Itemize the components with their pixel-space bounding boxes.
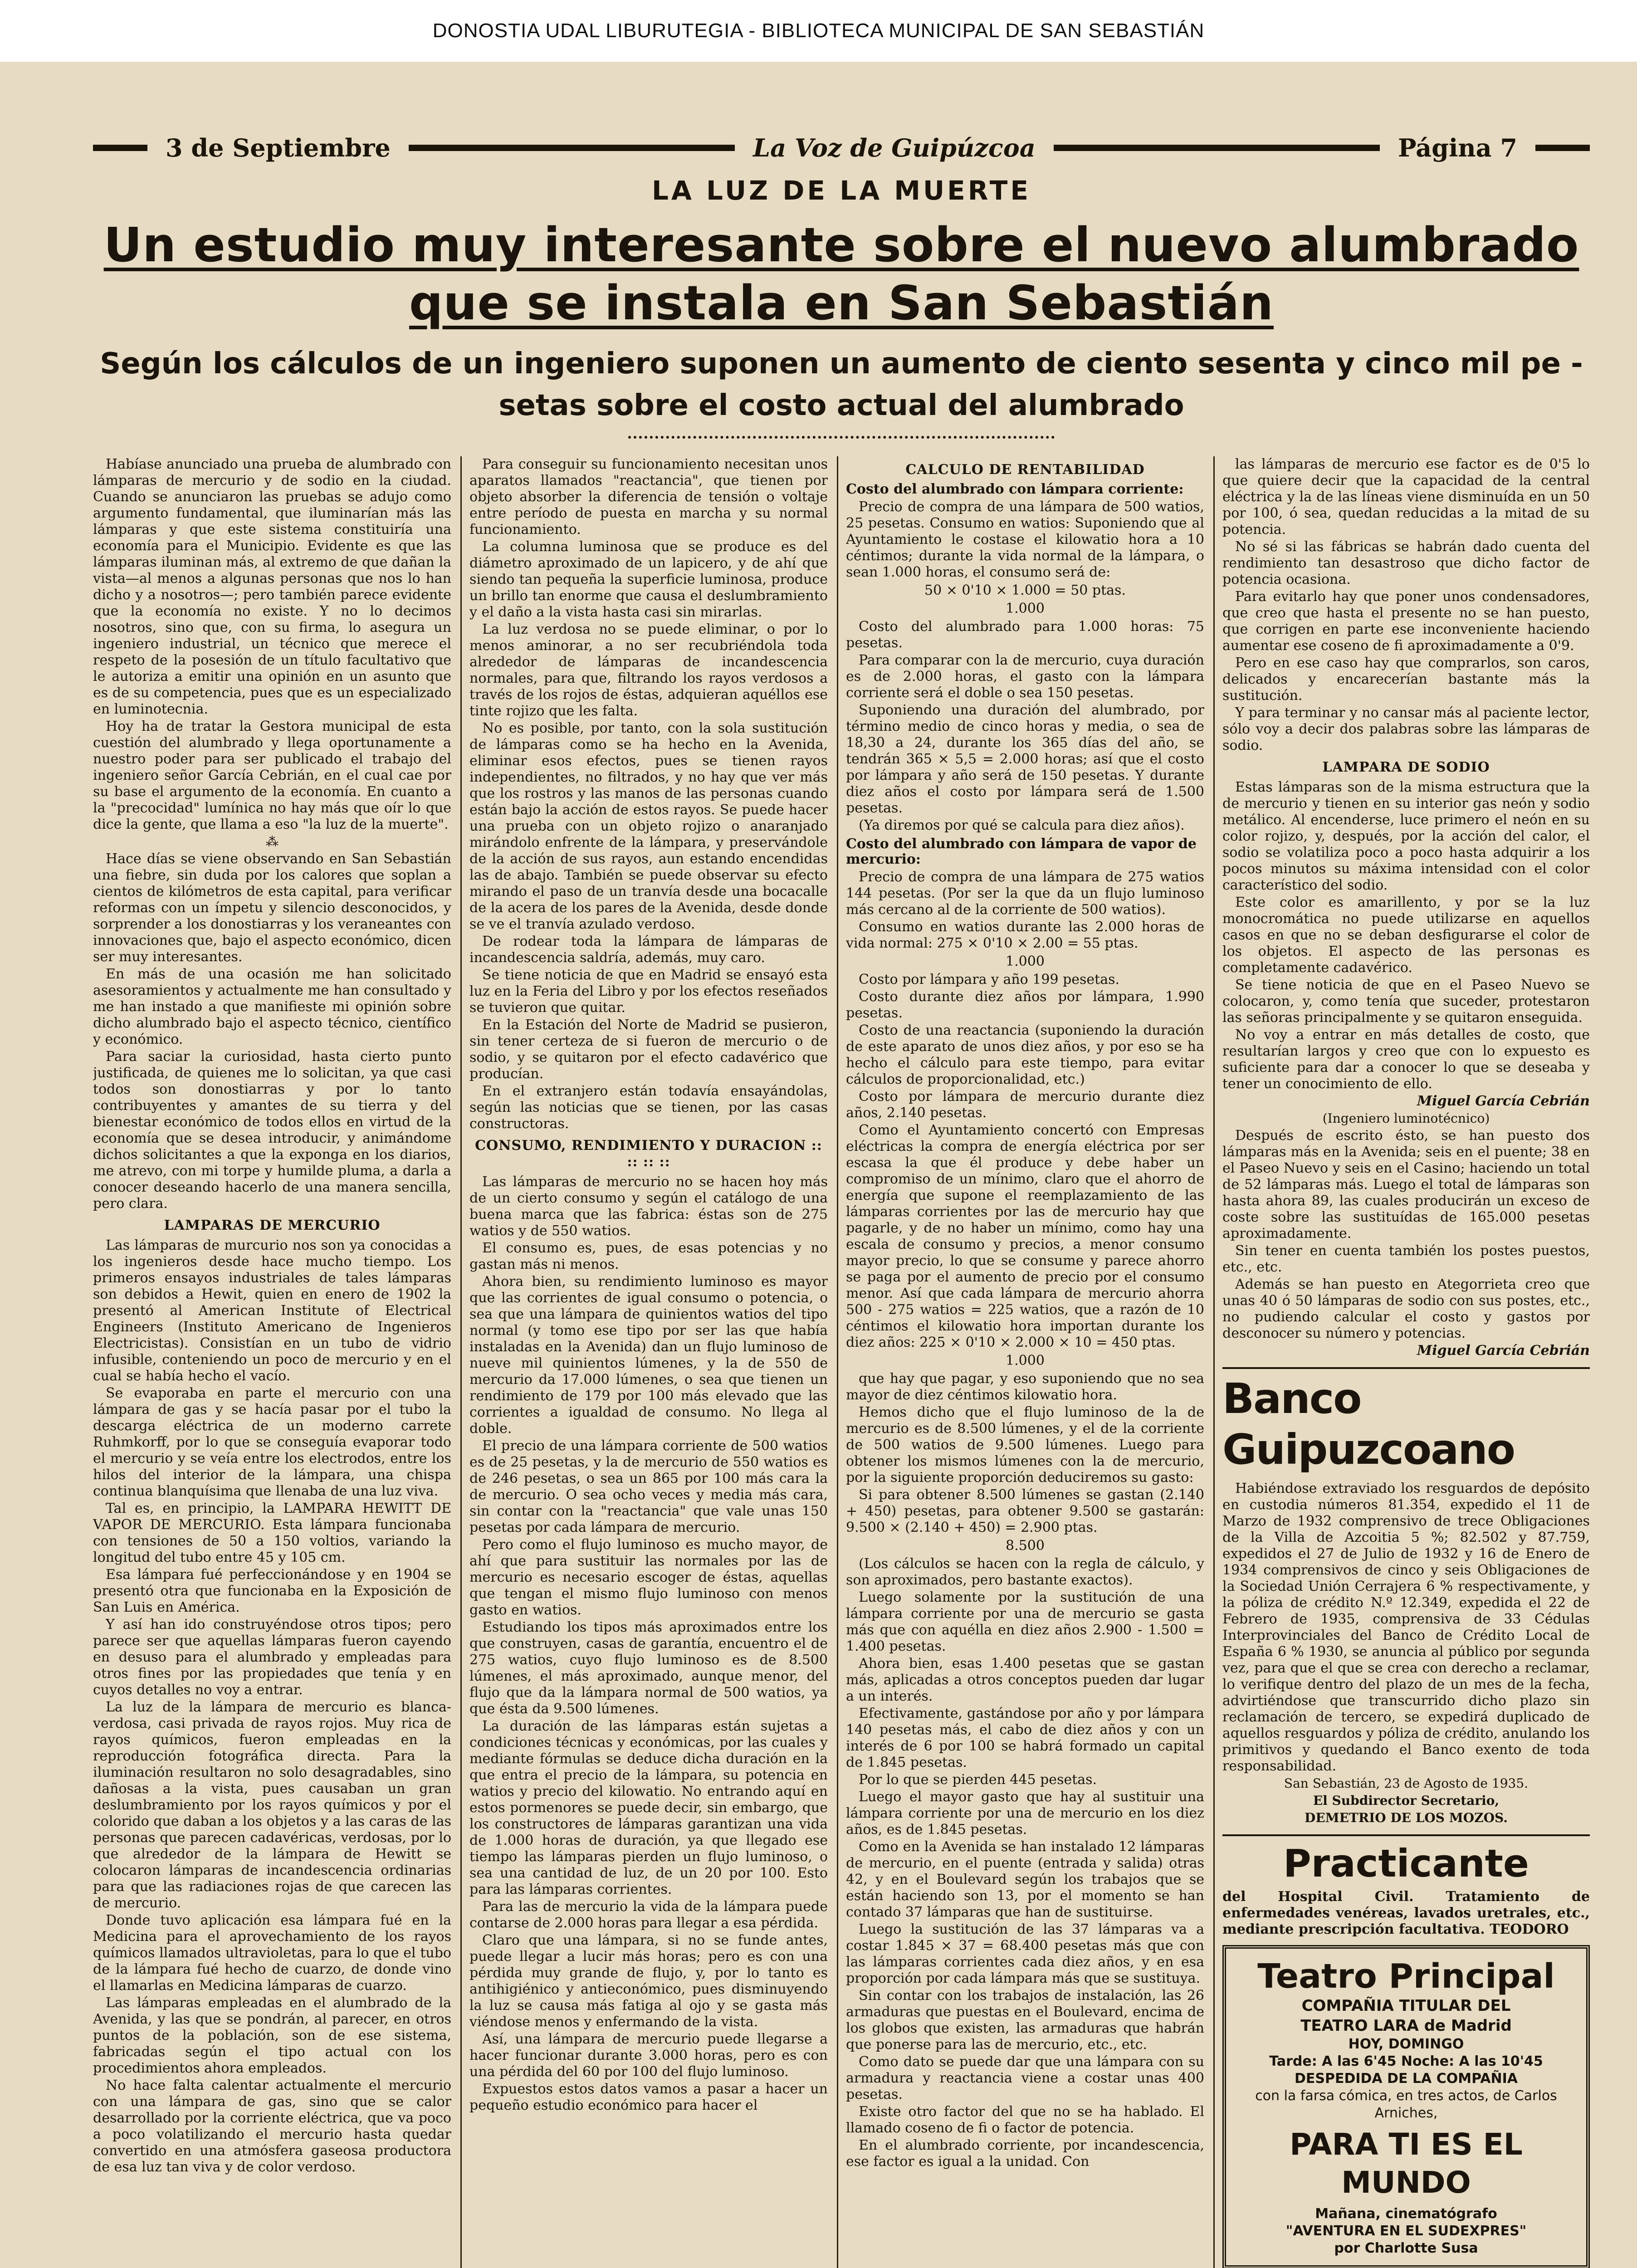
paragraph: Ahora bien, su rendimiento luminoso es mayor que las corrientes de igual consumo o potencia, o sea que una lámpara de quinientos watios del tipo normal (y tomo ese tipo por ser las que había instaladas en la Avenida) dan un flujo luminoso de nueve mil quinientos lúmenes, y la de 550 de mercurio da 17.000 lúmenes, o sea que tienen un rendimiento de 179 por 100 más elevado que las corrientes a igualdad de consumo. No llega al doble.	[469, 1274, 828, 1437]
paragraph: Por lo que se pierden 445 pesetas.	[859, 1772, 1097, 1788]
paragraph: (Los cálculos se hacen con la regla de cálculo, y son aproximados, pero bastante exactos).	[846, 1556, 1204, 1588]
teatro-play-title: PARA TI ES EL MUNDO	[1290, 2127, 1523, 2200]
running-head-rule	[1054, 145, 1380, 151]
author-title: (Ingeniero luminotécnico)	[1322, 1111, 1490, 1126]
paragraph: Precio de compra de una lámpara de 275 watios 144 pesetas. (Por ser la que da un flujo luminoso más cercano al de la corriente de 500 watios).	[846, 869, 1204, 918]
teatro-line: Mañana, cinematógrafo	[1315, 2206, 1497, 2222]
paragraph: De rodear toda la lámpara de lámparas de incandescencia saldría, además, muy caro.	[469, 934, 828, 966]
banco-ad-title: Banco Guipuzcoano	[1222, 1367, 1590, 1475]
column-rule	[460, 456, 462, 2268]
equation: 50 × 0'10 × 1.000 = 50 ptas.	[924, 582, 1126, 598]
page-content	[93, 130, 1590, 2268]
paragraph: La columna luminosa que se produce es del diámetro aproximado de un lapicero, y de ahí que siendo tan pequeña la superficie luminosa, produce un brillo tan enorme que causa el deslumbramiento y el daño a la vista hasta casi sin mirarlas.	[469, 539, 828, 620]
practicante-ad-text: del Hospital Civil. Tratamiento de enfermedades venéreas, lavados uretrales, etc., mediante prescripción facultativa. TEODORO	[1222, 1889, 1590, 1937]
paragraph: Se evaporaba en parte el mercurio con una lámpara de gas y se hacía pasar por el tubo la descarga eléctrica de un moderno carrete Ruhmkorff, por lo que se conseguía evaporar todo el mercurio y se veía entre los electrodos, entre los hilos del interior de la lámpara, una chispa continua blanquísima que llenaba de una luz viva.	[93, 1385, 451, 1499]
paragraph: Estas lámparas son de la misma estructura que la de mercurio y tienen en su interior gas neón y sodio metálico. Al encenderse, luce primero el neón en su color rojizo, y, después, por la acción del calor, el sodio se volatiliza poco a poco hasta adquirir a los pocos minutos su máxima intensidad con el color característico del sodio.	[1222, 779, 1590, 893]
paragraph: Claro que una lámpara, si no se funde antes, puede llegar a lucir más horas; pero es con una pérdida muy grande de flujo, y, por lo tanto es antihigiénico y antieconómico, pues disminuyendo la luz se causa más fatiga al ojo y se gasta más viéndose menos y enfermando de la vista.	[469, 1932, 828, 2030]
paragraph: Después de escrito ésto, se han puesto dos lámparas más en la Avenida; seis en el puente; 38 en el Paseo Nuevo y seis en el Casino; haciendo un total de 52 lámparas más. Luego el total de lámparas son hasta ahora 89, las cuales producirán un exceso de coste sobre las sustituídas de 165.000 pesetas aproximadamente.	[1222, 1128, 1590, 1242]
paragraph: Costo por lámpara y año 199 pesetas.	[859, 972, 1120, 987]
teatro-line: HOY, DOMINGO	[1348, 2036, 1464, 2052]
column-4	[1222, 456, 1590, 2268]
paragraph: Efectivamente, gastándose por año y por lámpara 140 pesetas más, el cabo de diez años y con un interés de 6 por 100 se habrá formado un capital de 1.845 pesetas.	[846, 1706, 1204, 1770]
paragraph: Suponiendo una duración del alumbrado, por término medio de cinco horas y media, o sea de 18,30 a 24, durante los 365 días del año, se tendrán 365 × 5,5 = 2.000 horas; así que el costo por lámpara y año será de 150 pesetas. Y durante diez años el costo por lámpara será de 1.500 pesetas.	[846, 702, 1204, 816]
paragraph: (Ya diremos por qué se calcula para diez años).	[859, 817, 1185, 833]
paragraph: Hemos dicho que el flujo luminoso de la de mercurio es de 8.500 lúmenes, y el de la corriente de 500 watios de 9.500 lúmenes. Luego para obtener los mismos lúmenes con la de mercurio, por la siguiente proporción deduciremos su gasto:	[846, 1404, 1204, 1486]
paragraph: Las lámparas empleadas en el alumbrado de la Avenida, y las que se pondrán, al parecer, en otros puntos de la población, son de ese sistema, fabricadas según el tipo actual con los procedimientos ahora empleados.	[93, 1995, 451, 2076]
paragraph: Expuestos estos datos vamos a pasar a hacer un pequeño estudio económico para hacer el	[469, 2081, 828, 2113]
section-heading: LAMPARAS DE MERCURIO	[164, 1217, 381, 1233]
teatro-line: DESPEDIDA DE LA COMPAÑIA	[1294, 2071, 1518, 2087]
paragraph: Las lámparas de murcurio nos son ya conocidas a los ingenieros desde hace mucho tiempo. Los primeros ensayos industriales de tales lámparas son debidos a Hewit, quien en enero de 1902 la presentó al American Institute of Electrical Engineers (Instituto Americano de Ingenieros Electricistas). Consistían en un tubo de vidrio infusible, conteniendo un poco de mercurio y en el cual se había hecho el vacío.	[93, 1237, 451, 1384]
paragraph: Luego el mayor gasto que hay al sustituir una lámpara corriente por una de mercurio en los diez años, es de 1.845 pesetas.	[846, 1789, 1204, 1838]
paragraph: que hay que pagar, y eso suponiendo que no sea mayor de diez céntimos kilowatio hora.	[846, 1371, 1204, 1403]
paragraph: Para las de mercurio la vida de la lámpara puede contarse de 2.000 horas para llegar a esa pérdida.	[469, 1899, 828, 1931]
paragraph: En la Estación del Norte de Madrid se pusieron, sin tener certeza de si fueron de mercurio o de sodio, y se quitaron por el efecto cadavérico que producían.	[469, 1017, 828, 1082]
teatro-line: TEATRO LARA de Madrid	[1300, 2017, 1512, 2035]
paragraph: Costo durante diez años por lámpara, 1.990 pesetas.	[846, 989, 1204, 1021]
paragraph: Hoy ha de tratar la Gestora municipal de esta cuestión del alumbrado y llega oportunamente a nuestro poder para ser publicado el trabajo del ingeniero señor García Cebrián, en el cual cae por su base el argumento de la economía. En cuanto a la "precocidad" lumínica no hay más que oír lo que dice la gente, que llama a eso "la luz de la muerte".	[93, 719, 451, 832]
subsection-heading: Costo del alumbrado con lámpara corriente:	[846, 481, 1184, 497]
paragraph: La luz verdosa no se puede eliminar, o por lo menos aminorar, a no ser recubriéndola toda alrededor de lámparas de incandescencia normales, para que, filtrando los rayos verdosos a través de los rojos de éstas, adquieran aquéllos ese tinte rojizo que les falta.	[469, 621, 828, 719]
running-head-date: 3 de Septiembre	[166, 133, 391, 162]
section-heading: LAMPARA DE SODIO	[1322, 759, 1490, 775]
equation-denominator: 1.000	[1006, 1353, 1045, 1369]
paragraph: Si para obtener 8.500 lúmenes se gastan (2.140 + 450) pesetas, para obtener 9.500 se gastarán: 9.500 × (2.140 + 450) = 2.900 ptas.	[846, 1487, 1204, 1535]
practicante-ad-title: Practicante	[1222, 1834, 1590, 1886]
paragraph: Para saciar la curiosidad, hasta cierto punto justificada, de quienes me lo solicitan, ya que casi todos son donostiarras y por lo tanto contribuyentes y amantes de su tierra y del bienestar económico de todos ellos en virtud de la economía que se desea introducir, y animándome dichos solicitantes a que la exponga en los diarios, me atrevo, con mi torpe y humilde pluma, a darla a conocer deseando hacerlo de una manera sencilla, pero clara.	[93, 1049, 451, 1212]
paragraph: Para comparar con la de mercurio, cuya duración es de 2.000 horas, el gasto con la lámpara corriente será el doble o sea 150 pesetas.	[846, 652, 1204, 701]
section-heading: CONSUMO, RENDIMIENTO Y DURACION :: :: :: ::	[475, 1138, 822, 1170]
paragraph: Sin contar con los trabajos de instalación, las 26 armaduras que puestas en el Boulevard, encima de los globos que existen, las armaduras que habrán que ponerse para las de mercurio, etc., etc.	[846, 1988, 1204, 2053]
paragraph: Las lámparas de mercurio no se hacen hoy más de un cierto consumo y según el catálogo de una buena marca que las fabrica: éstas son de 275 watios y de 550 watios.	[469, 1174, 828, 1239]
paragraph: La duración de las lámparas están sujetas a condiciones técnicas y económicas, por las cuales y mediante fórmulas se deduce dicha duración en la que entra el precio de la lámpara, su potencia en watios y precio del kilowatio. No entrando aquí en estos pormenores se puede decir, sin embargo, que los constructores de lámparas garantizan una vida de 1.000 horas de duración, ya que llegado ese tiempo las lámparas pierden un flujo luminoso, o sea una cantidad de luz, de un 20 por 100. Esto para las lámparas corrientes.	[469, 1718, 828, 1897]
paragraph: Existe otro factor del que no se ha hablado. El llamado coseno de fi o factor de potencia.	[846, 2104, 1204, 2136]
headline	[93, 216, 1590, 332]
subsection-heading: Costo del alumbrado con lámpara de vapor de mercurio:	[846, 836, 1197, 867]
paragraph: Para evitarlo hay que poner unos condensadores, que creo que hasta el presente no se han puesto, que corrigen en parte ese inconveniente haciendo aumentar ese coseno de fi aproximadamente a 0'9.	[1222, 589, 1590, 654]
paragraph: Para conseguir su funcionamiento necesitan unos aparatos llamados "reactancia", que tienen por objeto absorber la diferencia de tensión o voltaje entre período de puesta en marcha y su normal funcionamiento.	[469, 456, 828, 538]
column-2	[469, 456, 828, 2268]
paragraph: Precio de compra de una lámpara de 500 watios, 25 pesetas. Consumo en watios: Suponiendo que al Ayuntamiento le costase el kilowatio hora a 10 céntimos; durante la vida normal de la lámpara, o sean 1.000 horas, el consumo será de:	[846, 499, 1204, 580]
section-heading: CALCULO DE RENTABILIDAD	[905, 462, 1145, 478]
teatro-line: con la farsa cómica, en tres actos, de Carlos Arniches,	[1255, 2088, 1557, 2121]
teatro-line: Tarde: A las 6'45 Noche: A las 10'45	[1269, 2053, 1543, 2069]
paragraph: No hace falta calentar actualmente el mercurio con una lámpara de gas, sino que se calor desarrollado por la corriente eléctrica, que va poco a poco volatilizando el mercurio hasta quedar convertido en una atmósfera gaseosa productora de esa luz tan viva y de color verdoso.	[93, 2077, 451, 2175]
archive-banner	[0, 0, 1637, 62]
paragraph: Así, una lámpara de mercurio puede llegarse a hacer funcionar durante 3.000 horas, pero es con una pérdida del 60 por 100 del flujo luminoso.	[469, 2031, 828, 2080]
column-rule	[1213, 456, 1215, 2268]
running-head-rule	[409, 145, 735, 151]
paragraph: Y así han ido construyéndose otros tipos; pero parece ser que aquellas lámparas fueron cayendo en desuso para el alumbrado y empleadas para otros fines por las propiedades que tenía y en cuyos detalles no voy a entrar.	[93, 1617, 451, 1698]
paragraph: Tal es, en principio, la LAMPARA HEWITT DE VAPOR DE MERCURIO. Esta lámpara funcionaba con tensiones de 50 a 150 voltios, variando la longitud del tubo entre 45 y 105 cm.	[93, 1501, 451, 1565]
paragraph: No es posible, por tanto, con la sola sustitución de lámparas como se ha hecho en la Avenida, eliminar esos efectos, pues se tienen rayos independientes, no filtrados, y no hay que ver más que los rostros y las manos de las personas cuando están bajo la acción de estos rayos. Se puede hacer una prueba con un objeto rojizo o anaranjado mirándolo enfrente de la lámpara, y preservándole de la acción de sus rayos, aun estando encendidas las de abajo. También se puede observar su efecto mirando el paso de un tranvía desde una bocacalle de la acera de los pares de la Avenida, desde donde se ve el tranvía azulado verdoso.	[469, 720, 828, 932]
banco-ad-signatory-title: El Subdirector Secretario,	[1313, 1793, 1500, 1808]
column-rule	[837, 456, 838, 2268]
paragraph: En el extranjero están todavía ensayándolas, según las noticias que se tienen, por las casas constructoras.	[469, 1083, 828, 1132]
running-head-rule	[1535, 145, 1590, 151]
paragraph: En el alumbrado corriente, por incandescencia, ese factor es igual a la unidad. Con	[846, 2137, 1204, 2170]
paragraph: Habíase anunciado una prueba de alumbrado con lámparas de mercurio y de sodio en la ciudad. Cuando se anunciaron las pruebas se adujo como argumento fundamental, que iluminarían más las lámparas y que este sistema constituiría una economía para el Municipio. Evidente es que las lámparas iluminan más, al extremo de que dañan la vista—al menos a algunas personas que nos lo han dicho y a nosotros—; pero también parece evidente que la economía no existe. Y no lo decimos nosotros, sino que, con su firma, lo asegura un ingeniero industrial, un técnico que merece el respeto de la posesión de un título facultativo que le autoriza a emitir una opinión en un asunto que es de su competencia, pues que es un especializado en luminotecnia.	[93, 456, 451, 717]
paragraph: Costo por lámpara de mercurio durante diez años, 2.140 pesetas.	[846, 1089, 1204, 1121]
paragraph: Sin tener en cuenta también los postes puestos, etc., etc.	[1222, 1243, 1590, 1275]
running-head-rule	[93, 145, 147, 151]
article-columns	[93, 456, 1590, 2268]
paragraph: No voy a entrar en más detalles de costo, que resultarían largos y creo que con lo expuesto es suficiente para dar a conocer lo que se deseaba y tener un conocimiento de ello.	[1222, 1027, 1590, 1092]
paragraph: Ahora bien, esas 1.400 pesetas que se gastan más, aplicadas a otros conceptos pueden dar lugar a un interés.	[846, 1656, 1204, 1704]
paragraph: Luego solamente por la sustitución de una lámpara corriente por una de mercurio se gasta más que con aquélla en diez años 2.900 - 1.500 = 1.400 pesetas.	[846, 1589, 1204, 1654]
paragraph: Se tiene noticia de que en Madrid se ensayó esta luz en la Feria del Libro y por los efectos reseñados se tuvieron que quitar.	[469, 967, 828, 1016]
paragraph: Como en la Avenida se han instalado 12 lámparas de mercurio, en el puente (entrada y salida) otras 42, y en el Boulevard según los trabajos que se están haciendo son 13, por el momento se han contado 37 lámparas que han de sustituirse.	[846, 1839, 1204, 1920]
paragraph: Se tiene noticia de que en el Paseo Nuevo se colocaron, y, como tenía que suceder, protestaron las señoras principalmente y se quitaron enseguida.	[1222, 977, 1590, 1026]
column-3	[846, 456, 1204, 2268]
asterism: ⁂	[266, 834, 279, 849]
teatro-line: por Charlotte Susa	[1334, 2240, 1478, 2256]
paragraph: No sé si las fábricas se habrán dado cuenta del rendimiento tan desastroso que dicho factor de potencia ocasiona.	[1222, 539, 1590, 587]
paragraph: Y para terminar y no cansar más al paciente lector, sólo voy a decir dos palabras sobre las lámparas de sodio.	[1222, 705, 1590, 753]
paragraph: La luz de la lámpara de mercurio es blanca-verdosa, casi privada de rayos rojos. Muy rica de rayos químicos, fueron empleadas en la reproducción fotográfica directa. Para la iluminación resultaron no solo desagradables, sino dañosas a la vista, pues causaban un gran deslumbramiento por los rayos químicos y por el colorido que daban a los objetos y a las caras de las personas que parecen cadavéricas, verdosas, por lo que alrededor de la lámpara de Hewitt se colocaron lámparas de incandescencia ordinarias para que las radiaciones rojas de que carecen las de mercurio.	[93, 1699, 451, 1911]
equation-denominator: 1.000	[1006, 601, 1045, 616]
paragraph: Donde tuvo aplicación esa lámpara fué en la Medicina para el aprovechamiento de los rayos químicos llamados ultravioletas, para lo que el tubo de la lámpara fué hecho de cuarzo, de donde vino el llamarlas en Medicina lámparas de cuarzo.	[93, 1912, 451, 1994]
archive-banner-text: DONOSTIA UDAL LIBURUTEGIA - BIBLIOTECA MUNICIPAL DE SAN SEBASTIÁN	[432, 20, 1205, 42]
teatro-line: "AVENTURA EN EL SUDEXPRES"	[1285, 2223, 1527, 2239]
banco-ad-signatory: DEMETRIO DE LOS MOZOS.	[1305, 1810, 1508, 1825]
author-signature: Miguel García Cebrián	[1417, 1343, 1590, 1359]
paragraph: Esa lámpara fué perfeccionándose y en 1904 se presentó otra que funcionaba en la Exposición de San Luis en América.	[93, 1567, 451, 1615]
paragraph: Como dato se puede dar que una lámpara con su armadura y reactancia viene a costar unas 400 pesetas.	[846, 2054, 1204, 2102]
decorative-rule	[628, 436, 1055, 440]
paragraph: Costo del alumbrado para 1.000 horas: 75 pesetas.	[846, 619, 1204, 651]
paragraph: Pero en ese caso hay que comprarlos, son caros, delicados y encarecerían bastante más la sustitución.	[1222, 655, 1590, 704]
paragraph: Además se han puesto en Ategorrieta creo que unas 40 ó 50 lámparas de sodio con sus postes, etc., no pudiendo calcular el costo y gastos por desconocer su número y potencias.	[1222, 1276, 1590, 1341]
paragraph: las lámparas de mercurio ese factor es de 0'5 lo que quiere decir que la capacidad de la central eléctrica y la de las líneas viene disminuída en un 50 por 100, ó sea, quedan reducidas a la mitad de su potencia.	[1222, 456, 1590, 538]
newspaper-page	[0, 62, 1637, 2268]
paragraph: El consumo es, pues, de esas potencias y no gastan más ni menos.	[469, 1240, 828, 1272]
paragraph: Este color es amarillento, y por se la luz monocromática no puede utilizarse en aquellos casos en que no se deban desfigurarse el color de los objetos. El aspecto de las personas es completamente cadavérico.	[1222, 894, 1590, 976]
banco-ad-date: San Sebastián, 23 de Agosto de 1935.	[1284, 1776, 1529, 1791]
running-head-page: Página 7	[1398, 133, 1517, 162]
equation-denominator: 1.000	[1006, 953, 1045, 969]
subheadline: Según los cálculos de un ingeniero suponen un aumento de ciento sesenta y cinco mil pe - setas sobre el costo actual del alumbrado	[100, 347, 1583, 422]
paragraph: Hace días se viene observando en San Sebastián una fiebre, sin duda por los calores que soplan a cientos de kilómetros de esta capital, para verificar reformas con un ímpetu y silencio desconocidos, y sorprender a los donostiarras y los veraneantes con innovaciones que, bajo el aspecto económico, dicen ser muy interesantes.	[93, 851, 451, 965]
paragraph: En más de una ocasión me han solicitado asesoramientos y actualmente me han consultado y me han instado a que manifieste mi opinión sobre dicho alumbrado bajo el aspecto técnico, científico y económico.	[93, 966, 451, 1047]
paragraph: Como el Ayuntamiento concertó con Empresas eléctricas la compra de energía eléctrica por ser escasa la que él produce y debe haber un compromiso de un mínimo, claro que el ahorro de energía que supone el reemplazamiento de las lámparas corrientes por las de mercurio hay que pagarle, y de no haber un mínimo, como hay una escala de consumo y precios, a menor consumo mayor precio, lo que se consume y parece ahorro se paga por el aumento de precio por el consumo menor. Así que cada lámpara de mercurio ahorra 500 - 275 watios = 225 watios, que a razón de 10 céntimos el kilowatio hora importan durante los diez años: 225 × 0'10 × 2.000 × 10 = 450 ptas.	[846, 1122, 1204, 1350]
paragraph: Luego la sustitución de las 37 lámparas va a costar 1.845 × 37 = 68.400 pesetas más que con las lámparas corrientes cada diez años, y en esa proporción por cada lámpara más que se sustituya.	[846, 1921, 1204, 1986]
paragraph: El precio de una lámpara corriente de 500 watios es de 25 pesetas, y la de mercurio de 550 watios es de 246 pesetas, o sea un 865 por 100 más cara la de mercurio. O sea ocho veces y media más cara, sin contar con la "reactancia" que vale unas 150 pesetas por cada lámpara de mercurio.	[469, 1438, 828, 1535]
teatro-ad	[1222, 1945, 1590, 2268]
headline-line-1: Un estudio muy interesante sobre el nuevo alumbrado	[103, 217, 1579, 273]
running-head-paper: La Voz de Guipúzcoa	[753, 133, 1036, 162]
kicker: LA LUZ DE LA MUERTE	[652, 175, 1031, 206]
paragraph: Pero como el flujo luminoso es mucho mayor, de ahí que para sustituir las normales por las de mercurio es necesario escoger de éstas, aquellas que tengan el mismo flujo luminoso con menos gasto en watios.	[469, 1537, 828, 1618]
column-1	[93, 456, 451, 2268]
teatro-line: COMPAÑIA TITULAR DEL	[1301, 1997, 1511, 2015]
banco-ad-text: Habiéndose extraviado los resguardos de depósito en custodia números 81.354, expedido el 11 de Marzo de 1932 comprensivo de trece Obligaciones de la Villa de Azcoitia 5 %; 82.502 y 87.759, expedidos el 27 de Julio de 1932 y 16 de Enero de 1934 comprensivos de cinco y seis Obligaciones de la Sociedad Unión Cerrajera 6 % respectivamente, y la póliza de crédito N.º 12.349, expedida el 22 de Febrero de 1935, comprensiva de 33 Cédulas Interprovinciales del Banco de Crédito Local de España 6 % 1930, se anuncia al público por segunda vez, para que el que se crea con derecho a reclamar, lo verifique dentro del plazo de un mes de la fecha, advirtiéndose que transcurrido dicho plazo sin reclamación de tercero, se expedirá duplicado de aquellos resguardos y póliza de crédito, anulando los primitivos y quedando el Banco exento de toda responsabilidad.	[1222, 1481, 1590, 1774]
paragraph: Costo de una reactancia (suponiendo la duración de este aparato de unos diez años, y por eso se ha hecho el cálculo para este tiempo, para evitar cálculos de proporcionalidad, etc.)	[846, 1022, 1204, 1087]
paragraph: Consumo en watios durante las 2.000 horas de vida normal: 275 × 0'10 × 2.00 = 55 ptas.	[846, 919, 1204, 951]
headline-line-2: que se instala en San Sebastián	[409, 275, 1274, 331]
running-head	[93, 130, 1590, 166]
author-signature: Miguel García Cebrián	[1417, 1093, 1590, 1109]
teatro-title: Teatro Principal	[1257, 1957, 1555, 1996]
equation-denominator: 8.500	[1006, 1538, 1045, 1554]
paragraph: Estudiando los tipos más aproximados entre los que construyen, casas de garantía, encuentro el de 275 watios, cuyo flujo luminoso es de 8.500 lúmenes, el más aproximado, aunque menor, del flujo que da la lámpara normal de 500 watios, ya que ésta da 9.500 lúmenes.	[469, 1619, 828, 1717]
